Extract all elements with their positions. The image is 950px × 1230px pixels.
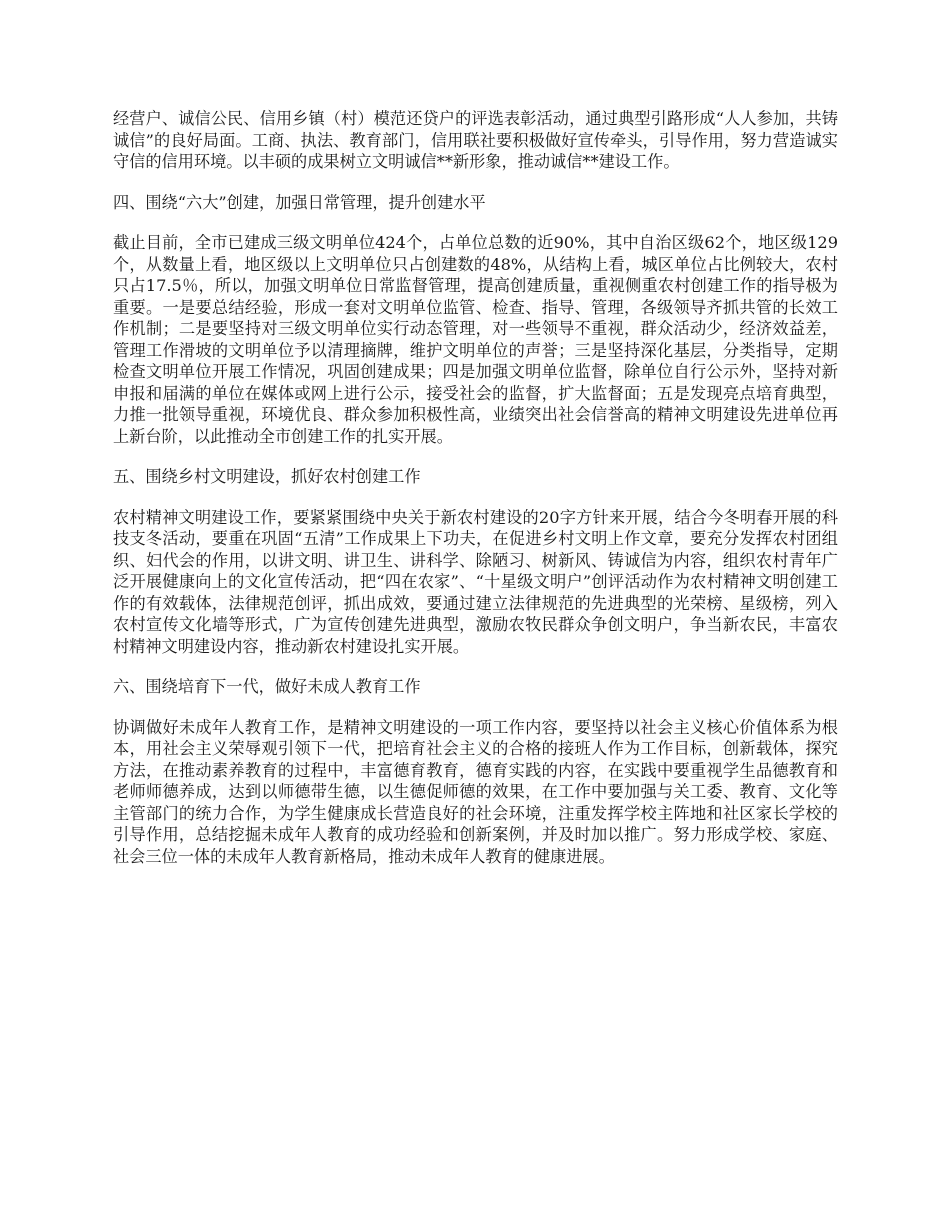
paragraph-section-4: 截止目前，全市已建成三级文明单位424个，占单位总数的近90%，其中自治区级62个，地区级129个，从数量上看，地区级以上文明单位只占创建数的48%，从结构上看，城区单位占比例较大，农村只占17.5％，所以，加强文明单位日常监督管理，提高创建质量，重视侧重农村创建工作的指导极为重要。一是要总结经验，形成一套对文明单位监管、检查、指导、管理，各级领导齐抓共管的长效工作机制；二是要坚持对三级文明单位实行动态管理，对一些领导不重视，群众活动少，经济效益差，管理工作滑坡的文明单位予以清理摘牌，维护文明单位的声誉；三是坚持深化基层，分类指导，定期检查文明单位开展工作情况，巩固创建成果；四是加强文明单位监督，除单位自行公示外，坚持对新申报和届满的单位在媒体或网上进行公示，接受社会的监督，扩大监督面；五是发现亮点培育典型，力推一批领导重视，环境优良、群众参加积极性高，业绩突出社会信誉高的精神文明建设先进单位再上新台阶，以此推动全市创建工作的扎实开展。 — [113, 233, 838, 446]
paragraph-intro: 经营户、诚信公民、信用乡镇（村）模范还贷户的评选表彰活动，通过典型引路形成“人人参加，共铸诚信”的良好局面。工商、执法、教育部门，信用联社要积极做好宣传牵头，引导作用，努力营造诚实守信的信用环境。以丰硕的成果树立文明诚信**新形象，推动诚信**建设工作。 — [113, 109, 838, 171]
paragraph-section-6: 协调做好未成年人教育工作，是精神文明建设的一项工作内容，要坚持以社会主义核心价值体系为根本，用社会主义荣辱观引领下一代，把培育社会主义的合格的接班人作为工作目标，创新载体，探究方法，在推动素养教育的过程中，丰富德育教育，德育实践的内容，在实践中要重视学生品德教育和老师师德养成，达到以师德带生德，以生德促师德的效果，在工作中要加强与关工委、教育、文化等主管部门的统力合作，为学生健康成长营造良好的社会环境，注重发挥学校主阵地和社区家长学校的引导作用，总结挖掘未成年人教育的成功经验和创新案例，并及时加以推广。努力形成学校、家庭、社会三位一体的未成年人教育新格局，推动未成年人教育的健康进展。 — [113, 717, 838, 866]
section-heading-4: 四、围绕“六大”创建，加强日常管理，提升创建水平 — [113, 192, 486, 212]
paragraph-section-5: 农村精神文明建设工作，要紧紧围绕中央关于新农村建设的20字方针来开展，结合今冬明春开展的科技支冬活动，要重在巩固“五清”工作成果上下功夫，在促进乡村文明上作文章，要充分发挥农村团组织、妇代会的作用，以讲文明、讲卫生、讲科学、除陋习、树新风、铸诚信为内容，组织农村青年广泛开展健康向上的文化宣传活动，把“四在农家”、“十星级文明户”创评活动作为农村精神文明创建工作的有效载体，法律规范创评，抓出成效，要通过建立法律规范的先进典型的光荣榜、星级榜，列入农村宣传文化墙等形式，广为宣传创建先进典型，激励农牧民群众争创文明户，争当新农民，丰富农村精神文明建设内容，推动新农村建设扎实开展。 — [113, 507, 838, 656]
section-heading-5: 五、围绕乡村文明建设，抓好农村创建工作 — [113, 467, 421, 486]
section-heading-6: 六、围绕培育下一代，做好未成人教育工作 — [113, 677, 421, 696]
document-page — [113, 108, 838, 886]
